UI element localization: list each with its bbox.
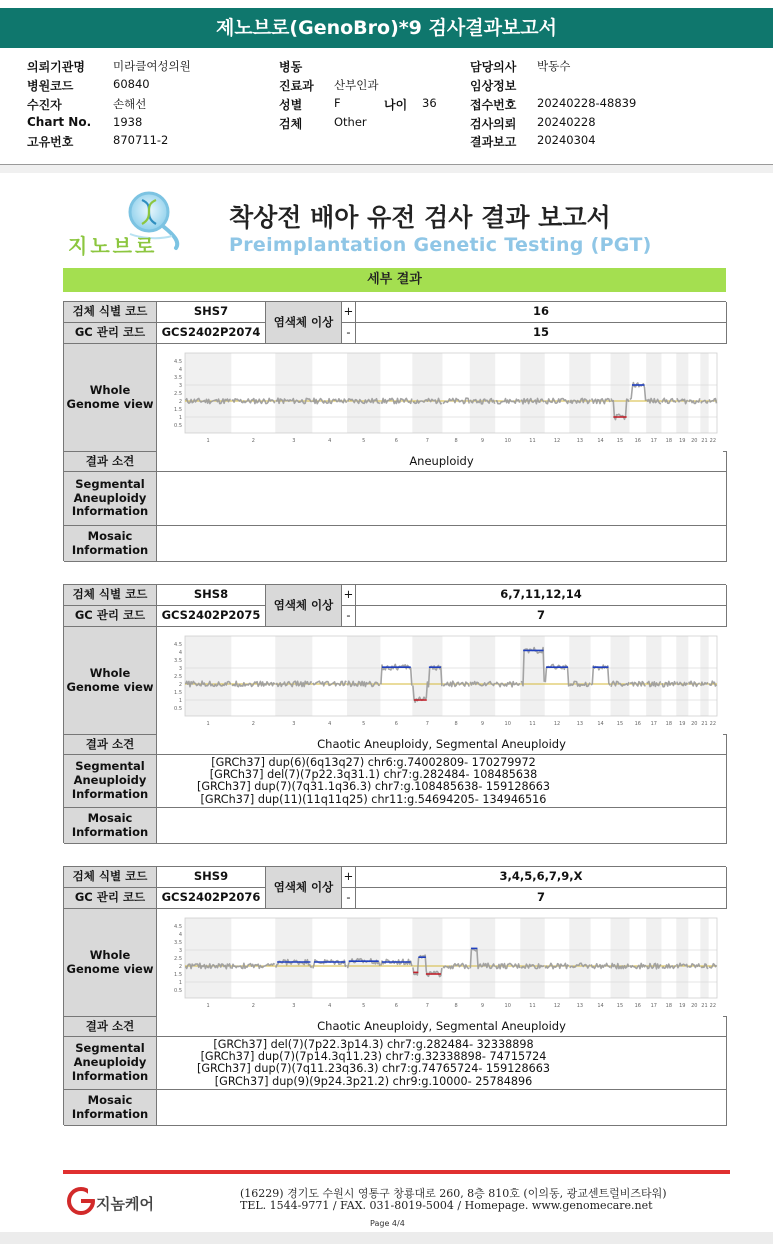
chromosome-band bbox=[611, 918, 630, 998]
genomecare-logo bbox=[66, 1184, 186, 1220]
x-tick-label: 8 bbox=[454, 721, 458, 727]
x-tick-label: 2 bbox=[251, 721, 255, 727]
chromosome-band bbox=[569, 636, 590, 716]
x-tick-label: 18 bbox=[665, 1003, 673, 1009]
x-tick-label: 10 bbox=[504, 438, 511, 444]
whole-genome-plot bbox=[157, 912, 723, 1016]
copy-number-points bbox=[496, 963, 520, 968]
y-tick-label: 4 bbox=[178, 367, 182, 373]
chromosome-band bbox=[275, 636, 312, 716]
value-department: 산부인과 bbox=[334, 78, 379, 92]
segmental-info bbox=[157, 472, 727, 525]
y-tick-label: 4.5 bbox=[174, 642, 182, 648]
sample-block bbox=[63, 584, 726, 843]
x-tick-label: 17 bbox=[650, 721, 657, 727]
label-hospital-code: 병원코드 bbox=[27, 79, 74, 93]
x-tick-label: 20 bbox=[691, 1003, 698, 1009]
segmental-info bbox=[157, 1037, 727, 1089]
x-tick-label: 1 bbox=[206, 438, 210, 444]
chromosome-band bbox=[275, 353, 312, 433]
value-patient: 손해선 bbox=[113, 97, 147, 111]
whole-genome-plot bbox=[157, 347, 723, 451]
y-tick-label: 3.5 bbox=[174, 375, 182, 381]
sample-id-label: 검체 식별 코드 bbox=[64, 302, 157, 322]
x-tick-label: 13 bbox=[576, 721, 584, 727]
abnormality-label: 염색체 이상 bbox=[266, 867, 342, 909]
y-tick-label: 0.5 bbox=[174, 706, 182, 712]
y-tick-label: 3 bbox=[178, 666, 182, 672]
x-tick-label: 5 bbox=[362, 721, 366, 727]
y-tick-label: 4.5 bbox=[174, 359, 182, 365]
segmental-entry: [GRCh37] dup(7)(7p14.3q11.23) chr7:g.32338898- 74715724 bbox=[200, 1050, 547, 1064]
gc-code-label: GC 관리 코드 bbox=[64, 323, 157, 343]
genobro-logo bbox=[60, 190, 210, 256]
minus-sign: - bbox=[342, 606, 356, 626]
chromosome-band bbox=[470, 353, 495, 433]
result-label: 결과 소견 bbox=[64, 735, 157, 754]
x-tick-label: 6 bbox=[394, 1003, 398, 1009]
chromosome-band bbox=[470, 918, 495, 998]
page-bottom-gap bbox=[0, 1232, 773, 1244]
x-tick-label: 3 bbox=[292, 721, 296, 727]
x-tick-label: 1 bbox=[206, 1003, 210, 1009]
loss-chromosomes: 7 bbox=[356, 888, 727, 908]
label-specimen: 검체 bbox=[279, 117, 303, 131]
label-institution: 의뢰기관명 bbox=[27, 60, 85, 74]
sample-id-value: SHS8 bbox=[157, 585, 266, 605]
segmental-label: Segmental Aneuploidy Information bbox=[64, 1037, 157, 1089]
y-tick-label: 2.5 bbox=[174, 674, 182, 680]
genomecare-g-icon bbox=[66, 1186, 96, 1216]
genome-view-label: Whole Genome view bbox=[64, 909, 157, 1016]
copy-number-points bbox=[313, 960, 347, 969]
y-tick-label: 2.5 bbox=[174, 956, 182, 962]
header-gap bbox=[0, 165, 773, 173]
chromosome-band bbox=[347, 636, 380, 716]
abnormality-label: 염색체 이상 bbox=[266, 302, 342, 344]
value-age: 36 bbox=[422, 96, 437, 110]
x-tick-label: 21 bbox=[701, 438, 708, 444]
copy-number-points bbox=[630, 963, 646, 968]
x-tick-label: 7 bbox=[425, 438, 429, 444]
copy-number-points bbox=[591, 665, 610, 685]
segmental-info bbox=[157, 755, 727, 807]
result-value: Aneuploidy bbox=[157, 452, 727, 471]
copy-number-points bbox=[689, 681, 700, 686]
chromosome-band bbox=[676, 918, 688, 998]
x-tick-label: 11 bbox=[529, 1003, 536, 1009]
x-tick-label: 15 bbox=[616, 438, 624, 444]
loss-chromosomes: 15 bbox=[356, 323, 727, 343]
loss-chromosomes: 7 bbox=[356, 606, 727, 626]
value-result-report: 20240304 bbox=[537, 133, 596, 147]
segmental-entry: [GRCh37] dup(9)(9p24.3p21.2) chr9:g.10000- 25784896 bbox=[214, 1074, 533, 1088]
genome-plot bbox=[157, 912, 723, 1020]
label-receipt-no: 접수번호 bbox=[470, 98, 517, 112]
y-tick-label: 3 bbox=[178, 383, 182, 389]
company-name: 지놈케어 bbox=[96, 1195, 154, 1213]
x-tick-label: 4 bbox=[328, 1003, 332, 1009]
x-tick-label: 1 bbox=[206, 721, 210, 727]
x-tick-label: 6 bbox=[394, 438, 398, 444]
segmental-list bbox=[197, 757, 550, 806]
chromosome-band bbox=[676, 636, 688, 716]
x-tick-label: 2 bbox=[251, 1003, 255, 1009]
sample-id-label: 검체 식별 코드 bbox=[64, 585, 157, 605]
y-tick-label: 4.5 bbox=[174, 924, 182, 930]
gain-chromosomes: 16 bbox=[356, 302, 727, 322]
value-institution: 미라클여성의원 bbox=[113, 59, 191, 73]
gain-chromosomes: 3,4,5,6,7,9,X bbox=[356, 867, 727, 887]
x-tick-label: 14 bbox=[597, 1003, 604, 1009]
copy-number-points bbox=[381, 398, 412, 403]
mosaic-label: Mosaic Information bbox=[64, 1090, 157, 1125]
x-tick-label: 18 bbox=[665, 721, 673, 727]
mosaic-info bbox=[157, 1090, 727, 1125]
copy-number-points bbox=[496, 682, 520, 687]
y-tick-label: 1.5 bbox=[174, 407, 182, 413]
chromosome-band bbox=[646, 918, 661, 998]
report-title-bar: 제노브로(GenoBro)*9 검사결과보고서 bbox=[0, 8, 773, 48]
y-tick-label: 3 bbox=[178, 948, 182, 954]
chromosome-band bbox=[412, 636, 442, 716]
section-title-detailed-results: 세부 결과 bbox=[63, 268, 726, 292]
x-tick-label: 2 bbox=[251, 438, 255, 444]
x-tick-label: 10 bbox=[504, 721, 511, 727]
y-tick-label: 2 bbox=[178, 964, 182, 970]
segmental-list bbox=[197, 1039, 550, 1088]
y-tick-label: 4 bbox=[178, 650, 182, 656]
y-tick-label: 3.5 bbox=[174, 658, 182, 664]
segmental-entry: [GRCh37] dup(7)(7q31.1q36.3) chr7:g.108485638- 159128663 bbox=[197, 780, 550, 794]
gc-code-value: GCS2402P2076 bbox=[157, 888, 266, 908]
genome-view-label: Whole Genome view bbox=[64, 627, 157, 734]
label-unique-no: 고유번호 bbox=[27, 135, 74, 149]
label-clinical-info: 임상정보 bbox=[470, 79, 517, 93]
genome-plot bbox=[157, 630, 723, 738]
sample-block bbox=[63, 866, 726, 1125]
y-tick-label: 1.5 bbox=[174, 972, 182, 978]
chromosome-band bbox=[646, 636, 661, 716]
page-number: Page 4/4 bbox=[370, 1219, 405, 1228]
x-tick-label: 5 bbox=[362, 438, 366, 444]
chromosome-band bbox=[676, 353, 688, 433]
chromosome-band bbox=[700, 918, 708, 998]
x-tick-label: 9 bbox=[480, 438, 485, 444]
x-tick-label: 15 bbox=[616, 721, 624, 727]
x-tick-label: 8 bbox=[454, 438, 458, 444]
label-sex: 성별 bbox=[279, 98, 303, 112]
y-tick-label: 0.5 bbox=[174, 423, 182, 429]
segmental-entry: [GRCh37] dup(7)(7q11.23q36.3) chr7:g.74765724- 159128663 bbox=[197, 1062, 550, 1076]
label-age: 나이 bbox=[384, 98, 408, 112]
chromosome-band bbox=[185, 636, 231, 716]
copy-number-points bbox=[630, 682, 646, 686]
x-tick-label: 9 bbox=[480, 721, 485, 727]
report-main-title: 착상전 배아 유전 검사 결과 보고서 bbox=[229, 203, 611, 232]
plus-sign: + bbox=[342, 867, 356, 887]
value-specimen: Other bbox=[334, 115, 367, 129]
chromosome-band bbox=[185, 918, 231, 998]
plot-frame bbox=[185, 918, 717, 998]
gc-code-label: GC 관리 코드 bbox=[64, 606, 157, 626]
segmental-entry: [GRCh37] del(7)(7p22.3p14.3) chr7:g.282484- 32338898 bbox=[213, 1038, 534, 1051]
copy-number-points bbox=[443, 964, 469, 969]
x-tick-label: 22 bbox=[709, 1003, 717, 1009]
whole-genome-plot bbox=[157, 630, 723, 734]
result-label: 결과 소견 bbox=[64, 452, 157, 471]
x-tick-label: 15 bbox=[616, 1003, 624, 1009]
x-tick-label: 12 bbox=[553, 438, 561, 444]
label-result-report: 결과보고 bbox=[470, 135, 517, 149]
y-tick-label: 4 bbox=[178, 932, 182, 938]
sample-id-value: SHS9 bbox=[157, 867, 266, 887]
copy-number-points bbox=[545, 963, 568, 968]
gc-code-value: GCS2402P2074 bbox=[157, 323, 266, 343]
x-tick-label: 5 bbox=[362, 1003, 366, 1009]
x-tick-label: 19 bbox=[679, 438, 686, 444]
x-tick-label: 21 bbox=[701, 1003, 708, 1009]
sample-block bbox=[63, 301, 726, 561]
copy-number-points bbox=[709, 399, 716, 404]
chromosome-band bbox=[347, 353, 380, 433]
value-hospital-code: 60840 bbox=[113, 77, 150, 91]
chromosome-band bbox=[347, 918, 380, 998]
logo-text: 지노브로 bbox=[68, 234, 158, 258]
y-tick-label: 2 bbox=[178, 682, 182, 688]
label-doctor: 담당의사 bbox=[470, 60, 517, 74]
chromosome-band bbox=[611, 636, 630, 716]
chromosome-band bbox=[646, 353, 661, 433]
copy-number-points bbox=[313, 398, 347, 403]
x-tick-label: 21 bbox=[701, 721, 708, 727]
x-tick-label: 14 bbox=[597, 438, 604, 444]
x-tick-label: 12 bbox=[553, 721, 561, 727]
genome-view-label: Whole Genome view bbox=[64, 344, 157, 451]
sample-id-value: SHS7 bbox=[157, 302, 266, 322]
chromosome-band bbox=[520, 918, 545, 998]
genome-plot bbox=[157, 347, 723, 455]
segmental-entry: [GRCh37] del(7)(7p22.3q31.1) chr7:g.282484- 108485638 bbox=[209, 768, 538, 782]
x-tick-label: 6 bbox=[394, 721, 398, 727]
plot-frame bbox=[185, 353, 717, 433]
chromosome-band bbox=[520, 353, 545, 433]
x-tick-label: 10 bbox=[504, 1003, 511, 1009]
value-unique-no: 870711-2 bbox=[113, 133, 169, 147]
x-tick-label: 7 bbox=[425, 1003, 429, 1009]
label-chart-no: Chart No. bbox=[27, 115, 92, 129]
mosaic-label: Mosaic Information bbox=[64, 526, 157, 561]
value-chart-no: 1938 bbox=[113, 115, 143, 129]
x-tick-label: 9 bbox=[480, 1003, 485, 1009]
gain-chromosomes: 6,7,11,12,14 bbox=[356, 585, 727, 605]
x-tick-label: 16 bbox=[634, 721, 642, 727]
x-tick-label: 3 bbox=[292, 438, 296, 444]
y-tick-label: 3.5 bbox=[174, 940, 182, 946]
x-tick-label: 7 bbox=[425, 721, 429, 727]
result-value: Chaotic Aneuploidy, Segmental Aneuploidy bbox=[157, 1017, 727, 1036]
x-tick-label: 16 bbox=[634, 1003, 642, 1009]
y-tick-label: 2.5 bbox=[174, 391, 182, 397]
x-tick-label: 4 bbox=[328, 438, 332, 444]
plot-frame bbox=[185, 636, 717, 716]
label-patient: 수진자 bbox=[27, 98, 62, 112]
y-tick-label: 1 bbox=[178, 415, 182, 421]
label-department: 진료과 bbox=[279, 79, 314, 93]
result-value: Chaotic Aneuploidy, Segmental Aneuploidy bbox=[157, 735, 727, 754]
chromosome-band bbox=[700, 636, 708, 716]
footer-divider bbox=[63, 1170, 730, 1174]
gc-code-label: GC 관리 코드 bbox=[64, 888, 157, 908]
x-tick-label: 14 bbox=[597, 721, 604, 727]
label-test-request: 검사의뢰 bbox=[470, 117, 517, 131]
x-tick-label: 19 bbox=[679, 721, 686, 727]
mosaic-label: Mosaic Information bbox=[64, 808, 157, 843]
chromosome-band bbox=[700, 353, 708, 433]
x-tick-label: 22 bbox=[709, 438, 717, 444]
chromosome-band bbox=[611, 353, 630, 433]
result-label: 결과 소견 bbox=[64, 1017, 157, 1036]
patient-info-header bbox=[0, 52, 773, 164]
x-tick-label: 20 bbox=[691, 438, 698, 444]
x-tick-label: 13 bbox=[576, 438, 584, 444]
value-doctor: 박동수 bbox=[537, 59, 571, 73]
x-tick-label: 22 bbox=[709, 721, 717, 727]
x-tick-label: 12 bbox=[553, 1003, 561, 1009]
plus-sign: + bbox=[342, 302, 356, 322]
value-test-request: 20240228 bbox=[537, 115, 596, 129]
minus-sign: - bbox=[342, 323, 356, 343]
company-contact: TEL. 1544-9771 / FAX. 031-8019-5004 / Homepage. www.genomecare.net bbox=[240, 1199, 653, 1212]
chromosome-band bbox=[470, 636, 495, 716]
gc-code-value: GCS2402P2075 bbox=[157, 606, 266, 626]
chromosome-band bbox=[569, 353, 590, 433]
label-ward: 병동 bbox=[279, 60, 303, 74]
value-receipt-no: 20240228-48839 bbox=[537, 96, 637, 110]
segmental-label: Segmental Aneuploidy Information bbox=[64, 755, 157, 807]
x-tick-label: 18 bbox=[665, 438, 673, 444]
x-tick-label: 4 bbox=[328, 721, 332, 727]
x-tick-label: 20 bbox=[691, 721, 698, 727]
sample-id-label: 검체 식별 코드 bbox=[64, 867, 157, 887]
chromosome-band bbox=[412, 353, 442, 433]
y-tick-label: 1.5 bbox=[174, 690, 182, 696]
x-tick-label: 17 bbox=[650, 1003, 657, 1009]
y-tick-label: 1 bbox=[178, 980, 182, 986]
abnormality-label: 염색체 이상 bbox=[266, 585, 342, 627]
segmental-label: Segmental Aneuploidy Information bbox=[64, 472, 157, 525]
plus-sign: + bbox=[342, 585, 356, 605]
y-tick-label: 2 bbox=[178, 399, 182, 405]
segmental-entry: [GRCh37] dup(11)(11q11q25) chr11:g.54694205- 134946516 bbox=[200, 792, 547, 806]
x-tick-label: 13 bbox=[576, 1003, 584, 1009]
chromosome-band bbox=[412, 918, 442, 998]
y-tick-label: 1 bbox=[178, 698, 182, 704]
x-tick-label: 19 bbox=[679, 1003, 686, 1009]
minus-sign: - bbox=[342, 888, 356, 908]
x-tick-label: 11 bbox=[529, 721, 536, 727]
chromosome-band bbox=[275, 918, 312, 998]
x-tick-label: 17 bbox=[650, 438, 657, 444]
mosaic-info bbox=[157, 526, 727, 561]
x-tick-label: 11 bbox=[529, 438, 536, 444]
x-tick-label: 16 bbox=[634, 438, 642, 444]
segmental-entry: [GRCh37] dup(6)(6q13q27) chr6:g.74002809- 170279972 bbox=[211, 756, 536, 769]
x-tick-label: 8 bbox=[454, 1003, 458, 1009]
report-subtitle: Preimplantation Genetic Testing (PGT) bbox=[229, 234, 652, 256]
y-tick-label: 0.5 bbox=[174, 988, 182, 994]
chromosome-band bbox=[569, 918, 590, 998]
x-tick-label: 3 bbox=[292, 1003, 296, 1009]
copy-number-points bbox=[443, 681, 469, 686]
value-sex: F bbox=[334, 96, 341, 110]
company-address: (16229) 경기도 수원시 영통구 창룡대로 260, 8층 810호 (이의동, 광교센트럴비즈타워) bbox=[240, 1187, 667, 1200]
mosaic-info bbox=[157, 808, 727, 843]
chromosome-band bbox=[185, 353, 231, 433]
